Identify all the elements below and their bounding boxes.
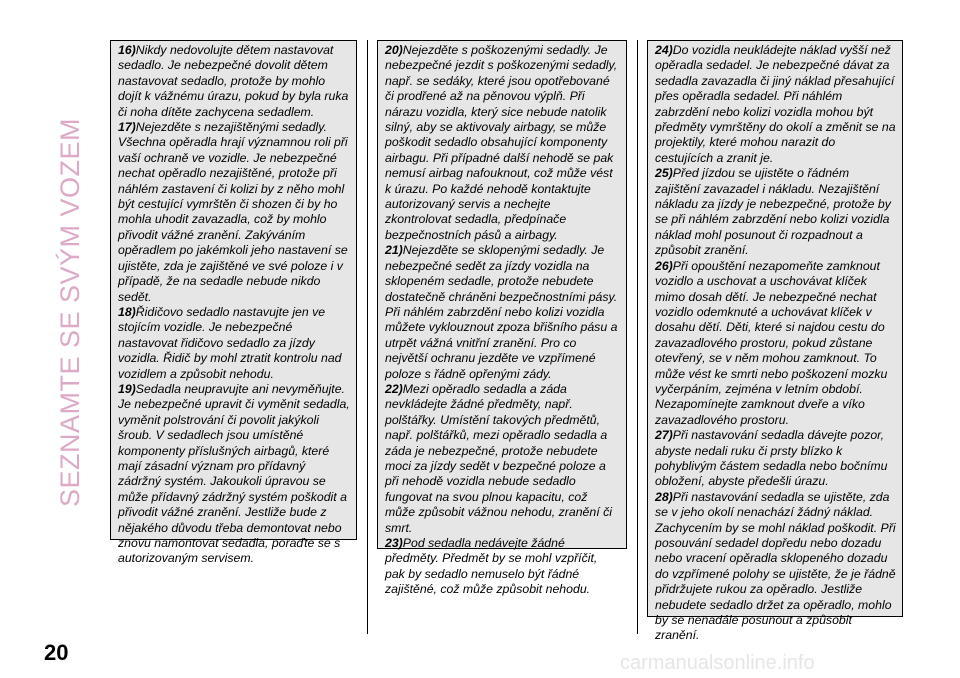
note-text: Při opouštění nezapomeňte zamknout vozidlo a uschovat a uschovávat klíček mimo dosah dětí. Je nebezpečné nechat vozidlo odemknuté a uchovávat klíček v dosahu dětí. Děti, které si najdou cestu do zavazadlového prostoru, pokud zůstane otevřený, se v něm mohou zamknout. To může vést ke smrti nebo poškození mozku vyčerpáním, zejména v letním období. Nezapomínejte zamknout dveře a víko zavazadlového prostoru. xyxy=(655,258,888,427)
note-text: Mezi opěradlo sedadla a záda nevkládejte žádné předměty, např. polštářky. Umístění takových předmětů, např. polštářků, mezi opěradlo sedadla a záda je nebezpečné, protože nebudete moci za jízdy sedět v bezpečné poloze a při nehodě vozidla nebude sedadlo fungovat na svou plnou kapacitu, což může způsobit vážnou nehodu, zranění či smrt. xyxy=(385,381,612,535)
note-number: 23) xyxy=(385,536,403,550)
warning-notes-column-1 xyxy=(110,40,357,566)
column-divider xyxy=(367,40,368,634)
warning-note xyxy=(385,382,620,536)
column-divider xyxy=(637,40,638,634)
warning-note xyxy=(655,259,896,428)
note-text: Před jízdou se ujistěte o řádném zajištění zavazadel i nákladu. Nezajištění nákladu za jízdy je nebezpečné, protože by se při náhlém zabrzdění nebo kolizi vozidla náklad mohl posunout či rozpadnout a způsobit zranění. xyxy=(655,166,891,258)
warning-note xyxy=(655,428,896,490)
note-number: 18) xyxy=(118,304,136,319)
note-text: Řidičovo sedadlo nastavujte jen ve stojícím vozidle. Je nebezpečné nastavovat řidičovo sedadlo za jízdy vozidla. Řidič by mohl ztratit kontrolu nad vozidlem a způsobit nehodu. xyxy=(118,304,342,381)
warning-note xyxy=(655,166,896,258)
section-side-title-text: SEZNAMTE SE SVÝM VOZEM xyxy=(55,117,86,507)
warning-note xyxy=(118,382,350,567)
note-number: 25) xyxy=(655,166,673,181)
page-number: 20 xyxy=(44,640,69,665)
note-number: 24) xyxy=(655,43,673,57)
warning-notes-column-3 xyxy=(647,40,903,643)
warning-notes-column-2 xyxy=(377,40,627,597)
note-text: Sedadla neupravujte ani nevyměňujte. Je nebezpečné upravit či vyměnit sedadla, vyměnit polstrování či povolit jakýkoli šroub. V sedadlech jsou umístěné komponenty příslušných airbagů, které mají zásadní význam pro přídavný zádržný systém. Jakoukoli úpravou se může přídavný zádržný systém poškodit a přivodit vážné zranění. Jestliže bude z nějakého důvodu třeba demontovat nebo znovu namontovat sedadla, poraďte se s autorizovaným servisem. xyxy=(118,381,350,566)
note-number: 26) xyxy=(655,258,673,273)
warning-note xyxy=(118,305,350,382)
note-text: Pod sedadla nedávejte žádné předměty. Předmět by se mohl vzpříčit, pak by sedadlo nemuselo být řádné zajištěné, což může způsobit nehodu. xyxy=(385,536,598,597)
note-text: Nejezděte s nezajištěnými sedadly. Všechna opěradla hrají významnou roli při vaší ochraně ve vozidle. Je nebezpečné nechat opěradlo nezajištěné, protože při náhlém zastavení či kolizi by z něho mohl být cestující vymrštěn či shozen či by ho mohla uhodit zavazadla, což by mohlo přivodit vážné zranění. Zakýváním opěradlem po jakémkoli jeho nastavení se ujistěte, zda je zajištěné ve své poloze i v případě, že na sedadle nebude nikdo sedět. xyxy=(118,120,348,304)
note-text: Při nastavování sedadla dávejte pozor, abyste nedali ruku či prsty blízko k pohyblivým částem sedadla nebo bočnímu obložení, abyste předešli úrazu. xyxy=(655,428,888,489)
note-number: 27) xyxy=(655,428,673,443)
note-number: 16) xyxy=(118,43,136,57)
warning-note xyxy=(118,43,350,120)
warning-note xyxy=(655,490,896,644)
warning-note xyxy=(118,120,350,305)
note-text: Při nastavování sedadla se ujistěte, zda se v jeho okolí nenachází žádný náklad. Zachycením by se mohl náklad poškodit. Při posouvání sedadel dopředu nebo dozadu nebo vracení opěradla sklopeného dozadu do vzpřímené polohy se ujistěte, že je řádně přidržujete rukou za opěradlo. Jestliže nebudete sedadlo držet za opěradlo, mohlo by se nenadále posunout a způsobit zranění. xyxy=(655,489,896,643)
warning-note xyxy=(385,536,620,598)
note-number: 22) xyxy=(385,381,403,396)
note-number: 28) xyxy=(655,489,673,504)
note-number: 21) xyxy=(385,243,403,258)
warning-note xyxy=(655,43,896,166)
note-number: 20) xyxy=(385,43,403,57)
note-text: Nejezděte s poškozenými sedadly. Je nebezpečné jezdit s poškozenými sedadly, např. se sedáky, které jsou opotřebované či prodřené až na pěnovou výplň. Při nárazu vozidla, který sice nebude natolik silný, aby se aktivovaly airbagy, se může poškodit sedadlo obsahující komponenty airbagu. Při případné další nehodě se pak nemusí airbag nafouknout, což může vést k úrazu. Po každé nehodě kontaktujte autorizovaný servis a nechejte zkontrolovat sedadla, předpínače bezpečnostních pásů a airbagy. xyxy=(385,43,618,242)
note-text: Nejezděte se sklopenými sedadly. Je nebezpečné sedět za jízdy vozidla na sklopeném sedadle, protože nebudete dostatečně chráněni bezpečnostními pásy. Při náhlém zabrzdění nebo kolizi vozidla můžete vyklouznout zpoza břišního pásu a utrpět vážná vnitřní zranění. Pro co největší ochranu jezděte ve vzpřímené poloze s řádně opřenými zády. xyxy=(385,243,618,381)
warning-note xyxy=(385,43,620,243)
watermark-text: carmanualsonline.info xyxy=(620,652,815,674)
warning-note xyxy=(385,243,620,382)
section-side-title xyxy=(52,32,90,592)
note-text: Nikdy nedovolujte dětem nastavovat sedadlo. Je nebezpečné dovolit dětem nastavovat sedadlo, protože by mohlo dojít k vážnému úrazu, pokud by byla ruka či noha dítěte zachycena sedadlem. xyxy=(118,43,349,119)
note-text: Do vozidla neukládejte náklad vyšší než opěradla sedadel. Je nebezpečné dávat za sedadla zavazadla či jiný náklad přesahující přes opěradla sedadel. Při náhlém zabrzdění nebo kolizi vozidla mohou být předměty vymrštěny do okolí a změnit se na projektily, které mohou narazit do cestujících a zranit je. xyxy=(655,43,896,165)
note-number: 17) xyxy=(118,120,136,135)
note-number: 19) xyxy=(118,381,136,396)
